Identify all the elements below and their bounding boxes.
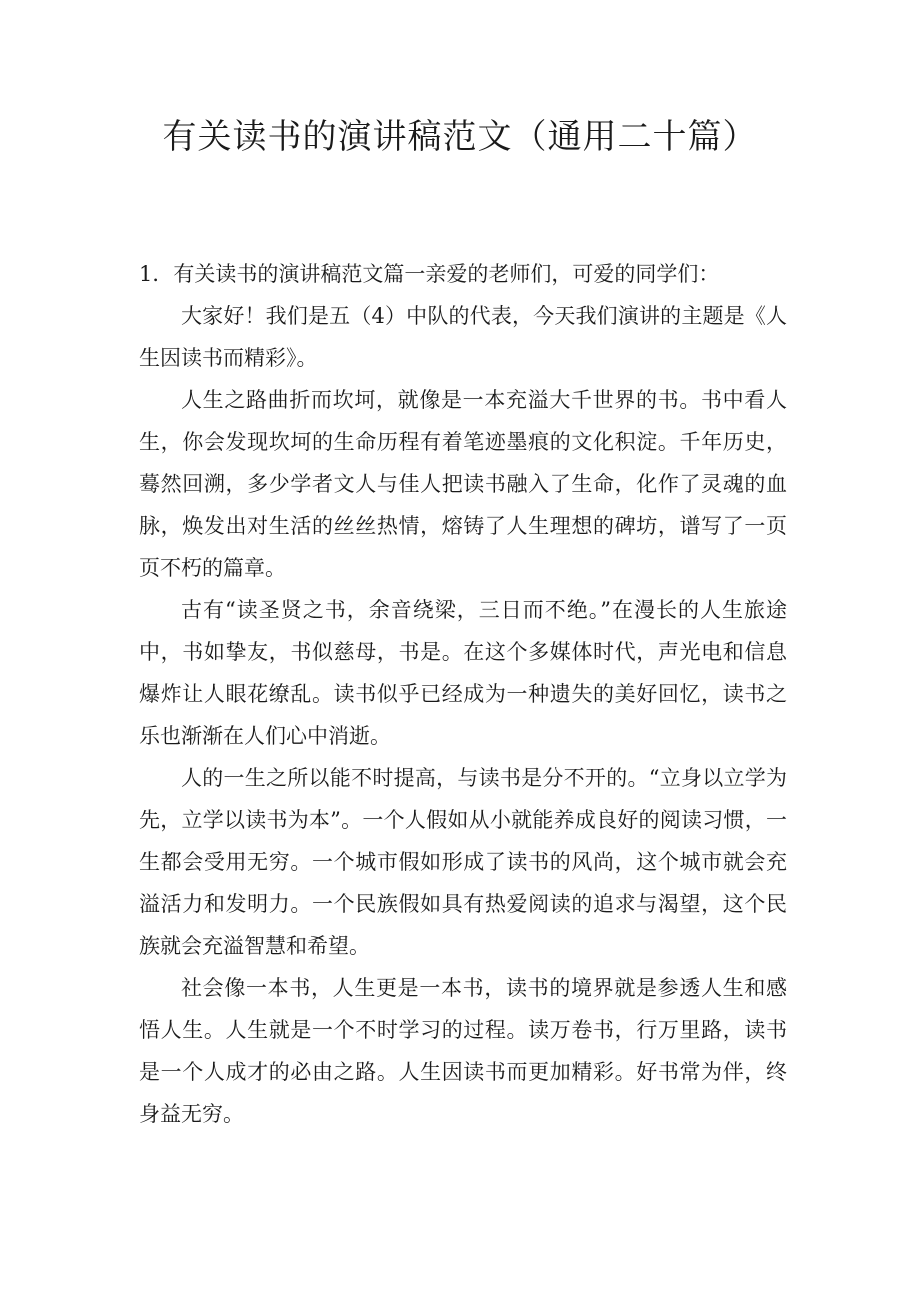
document-body [139,253,787,1135]
document-title: 有关读书的演讲稿范文（通用二十篇） [162,117,758,157]
paragraph: 古有“读圣贤之书，余音绕梁，三日而不绝。”在漫长的人生旅途中，书如挚友，书似慈母，书是。在这个多媒体时代，声光电和信息爆炸让人眼花缭乱。读书似乎已经成为一种遗失的美好回忆，读书之乐也渐渐在人们心中消逝。 [139,598,787,748]
paragraph: 人生之路曲折而坎坷，就像是一本充溢大千世界的书。书中看人生，你会发现坎坷的生命历程有着笔迹墨痕的文化积淀。千年历史，蓦然回溯，多少学者文人与佳人把读书融入了生命，化作了灵魂的血脉，焕发出对生活的丝丝热情，熔铸了人生理想的碑坊，谱写了一页页不朽的篇章。 [139,388,787,580]
paragraph: 大家好！我们是五（4）中队的代表，今天我们演讲的主题是《人生因读书而精彩》。 [139,304,787,370]
paragraph-heading-line: 1．有关读书的演讲稿范文篇一亲爱的老师们，可爱的同学们： [139,262,720,286]
paragraph: 人的一生之所以能不时提高，与读书是分不开的。“立身以立学为先，立学以读书为本”。一个人假如从小就能养成良好的阅读习惯，一生都会受用无穷。一个城市假如形成了读书的风尚，这个城市就会充溢活力和发明力。一个民族假如具有热爱阅读的追求与渴望，这个民族就会充溢智慧和希望。 [139,766,787,958]
paragraph: 社会像一本书，人生更是一本书，读书的境界就是参透人生和感悟人生。人生就是一个不时学习的过程。读万卷书，行万里路，读书是一个人成才的必由之路。人生因读书而更加精彩。好书常为伴，终身益无穷。 [139,976,787,1126]
